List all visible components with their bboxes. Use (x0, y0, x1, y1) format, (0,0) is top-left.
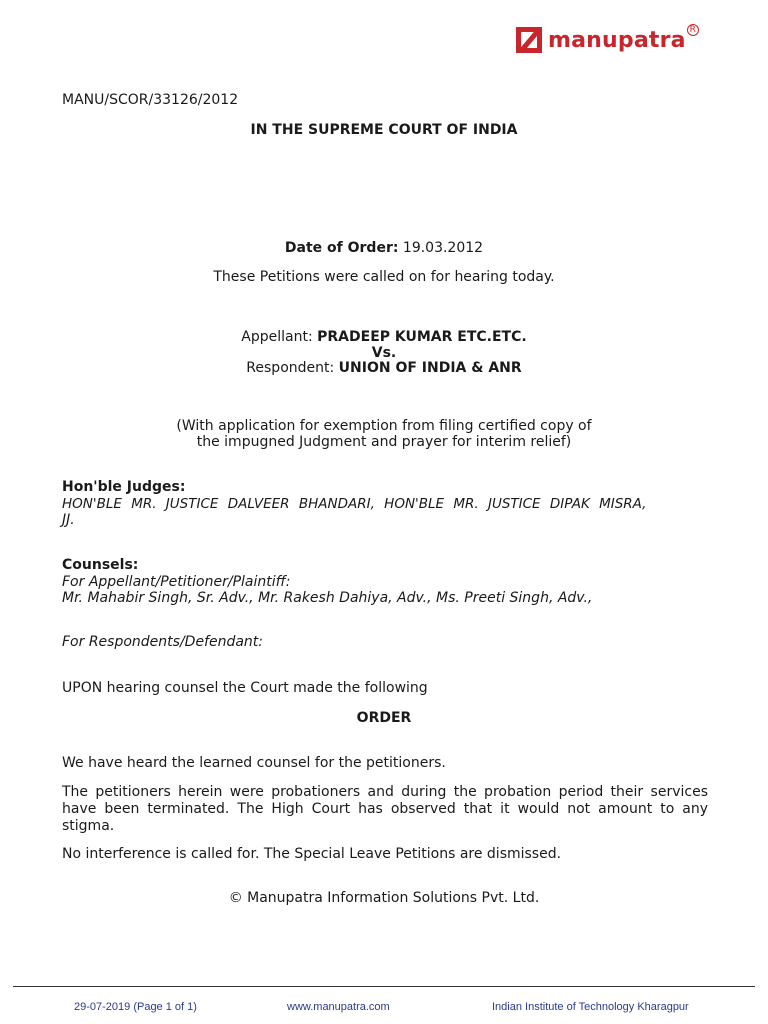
copyright: © Manupatra Information Solutions Pvt. Ltd. (228, 890, 540, 906)
order-heading: ORDER (356, 710, 412, 726)
respondent-label: Respondent: (246, 360, 335, 376)
judges-suffix: JJ. (62, 512, 75, 528)
date-value: 19.03.2012 (402, 240, 484, 256)
manupatra-logo (516, 22, 699, 58)
upon-hearing: UPON hearing counsel the Court made the following (62, 680, 428, 696)
order-paragraph-1: We have heard the learned counsel for the petitioners. (62, 755, 446, 771)
appellant-label: Appellant: (241, 329, 313, 345)
manupatra-logo-icon (516, 27, 542, 53)
respondent-counsel-label: For Respondents/Defendant: (62, 634, 264, 650)
appellant-counsel-label: For Appellant/Petitioner/Plaintiff: (62, 574, 291, 590)
application-line-2: the impugned Judgment and prayer for interim relief) (196, 434, 572, 450)
judges-heading: Hon'ble Judges: (62, 479, 186, 495)
footer-date-page: 29-07-2019 (Page 1 of 1) (74, 1001, 197, 1013)
registered-mark: R (687, 24, 699, 36)
counsels-heading: Counsels: (62, 557, 139, 573)
application-line-1: (With application for exemption from filing certified copy of (176, 418, 592, 434)
date-label: Date of Order: (284, 240, 399, 256)
respondent-line (0, 360, 768, 376)
respondent-name: UNION OF INDIA & ANR (338, 360, 522, 376)
footer-divider (13, 986, 755, 987)
order-paragraph-2: The petitioners herein were probationers and during the probation period their services have been terminated. The High Court has observed that it would not amount to any stigma. (62, 784, 708, 834)
appellant-line (0, 329, 768, 345)
versus: Vs. (371, 345, 397, 361)
footer-institution: Indian Institute of Technology Kharagpur (492, 1001, 689, 1013)
judges-names: HON'BLE MR. JUSTICE DALVEER BHANDARI, HON'BLE MR. JUSTICE DIPAK MISRA, (62, 496, 647, 512)
date-of-order (0, 240, 768, 256)
court-title: IN THE SUPREME COURT OF INDIA (250, 122, 518, 138)
citation: MANU/SCOR/33126/2012 (62, 92, 239, 108)
appellant-name: PRADEEP KUMAR ETC.ETC. (317, 329, 527, 345)
logo-text: manupatra (548, 27, 686, 53)
called-on-text: These Petitions were called on for hearing today. (213, 269, 555, 285)
order-paragraph-3: No interference is called for. The Special Leave Petitions are dismissed. (62, 846, 562, 862)
footer-website-link[interactable]: www.manupatra.com (287, 1001, 390, 1013)
appellant-counsel-names: Mr. Mahabir Singh, Sr. Adv., Mr. Rakesh Dahiya, Adv., Ms. Preeti Singh, Adv., (62, 590, 593, 606)
